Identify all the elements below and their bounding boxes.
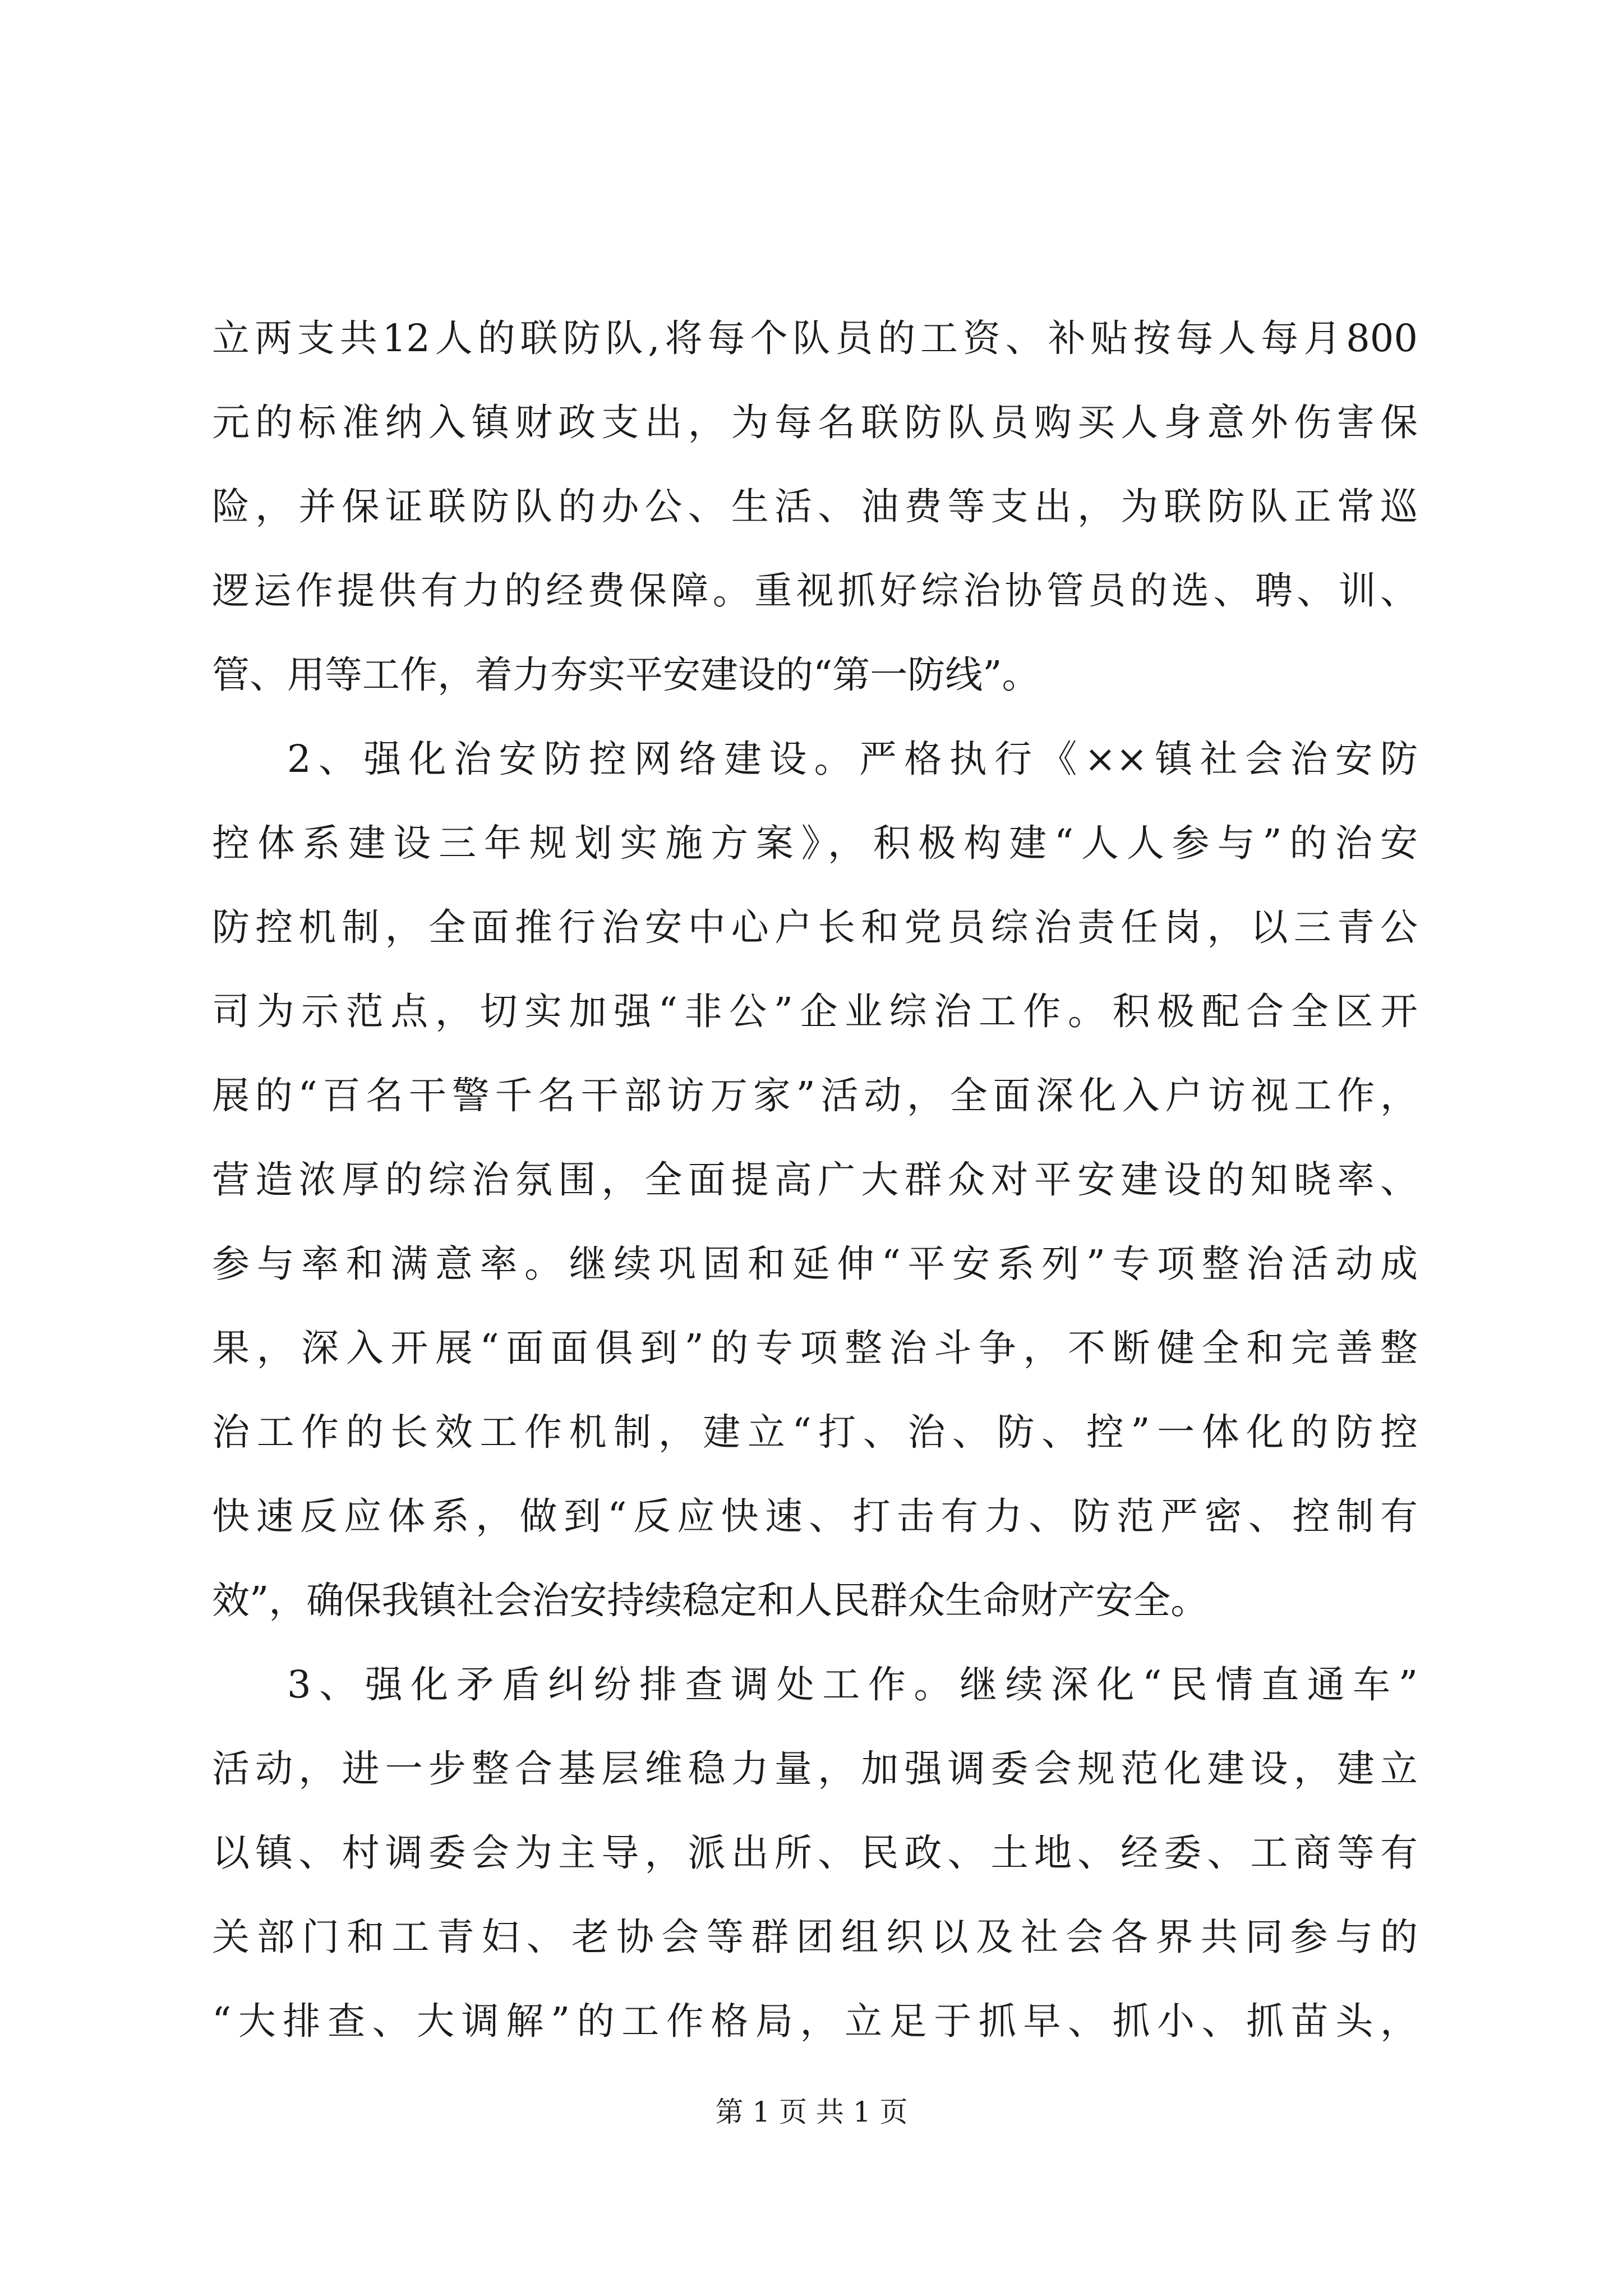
text-line-20: 关部门和工青妇、老协会等群团组织以及社会各界共同参与的 (212, 1915, 1418, 1959)
text-line-10: 展的“百名干警千名干部访万家”活动，全面深化入户访视工作， (212, 1074, 1418, 1117)
text-line-9: 司为示范点，切实加强“非公”企业综治工作。积极配合全区开 (212, 990, 1418, 1033)
text-line-13: 果，深入开展“面面俱到”的专项整治斗争，不断健全和完善整 (212, 1326, 1418, 1370)
text-line-19: 以镇、村调委会为主导，派出所、民政、土地、经委、工商等有 (212, 1831, 1418, 1875)
page-number-label: 第 1 页 共 1 页 (715, 2096, 908, 2128)
text-line-3: 险，并保证联防队的办公、生活、油费等支出，为联防队正常巡 (212, 485, 1418, 528)
text-line-21: “大排查、大调解”的工作格局，立足于抓早、抓小、抓苗头， (212, 1999, 1418, 2043)
document-body (212, 296, 1418, 2063)
text-line-7: 控体系建设三年规划实施方案》，积极构建“人人参与”的治安 (212, 821, 1418, 865)
text-line-16: 效”，确保我镇社会治安持续稳定和人民群众生命财产安全。 (212, 1579, 1209, 1622)
text-line-8: 防控机制，全面推行治安中心户长和党员综治责任岗，以三青公 (212, 905, 1418, 949)
text-line-1: 立两支共12人的联防队,将每个队员的工资、补贴按每人每月800 (212, 316, 1418, 360)
text-line-11: 营造浓厚的综治氛围，全面提高广大群众对平安建设的知晓率、 (212, 1158, 1418, 1202)
text-line-4: 逻运作提供有力的经费保障。重视抓好综治协管员的选、聘、训、 (212, 569, 1418, 613)
text-line-14: 治工作的长效工作机制，建立“打、治、防、控”一体化的防控 (212, 1410, 1418, 1454)
text-line-2: 元的标准纳入镇财政支出，为每名联防队员购买人身意外伤害保 (212, 401, 1418, 444)
page-footer (0, 2090, 1623, 2130)
text-line-6: 2、强化治安防控网络建设。严格执行《××镇社会治安防 (287, 737, 1418, 781)
text-line-17: 3、强化矛盾纠纷排查调处工作。继续深化“民情直通车” (287, 1663, 1418, 1706)
text-line-12: 参与率和满意率。继续巩固和延伸“平安系列”专项整治活动成 (212, 1242, 1418, 1286)
text-line-5: 管、用等工作，着力夯实平安建设的“第一防线”。 (212, 653, 1040, 697)
text-line-15: 快速反应体系，做到“反应快速、打击有力、防范严密、控制有 (212, 1494, 1418, 1538)
text-line-18: 活动，进一步整合基层维稳力量，加强调委会规范化建设，建立 (212, 1747, 1418, 1791)
